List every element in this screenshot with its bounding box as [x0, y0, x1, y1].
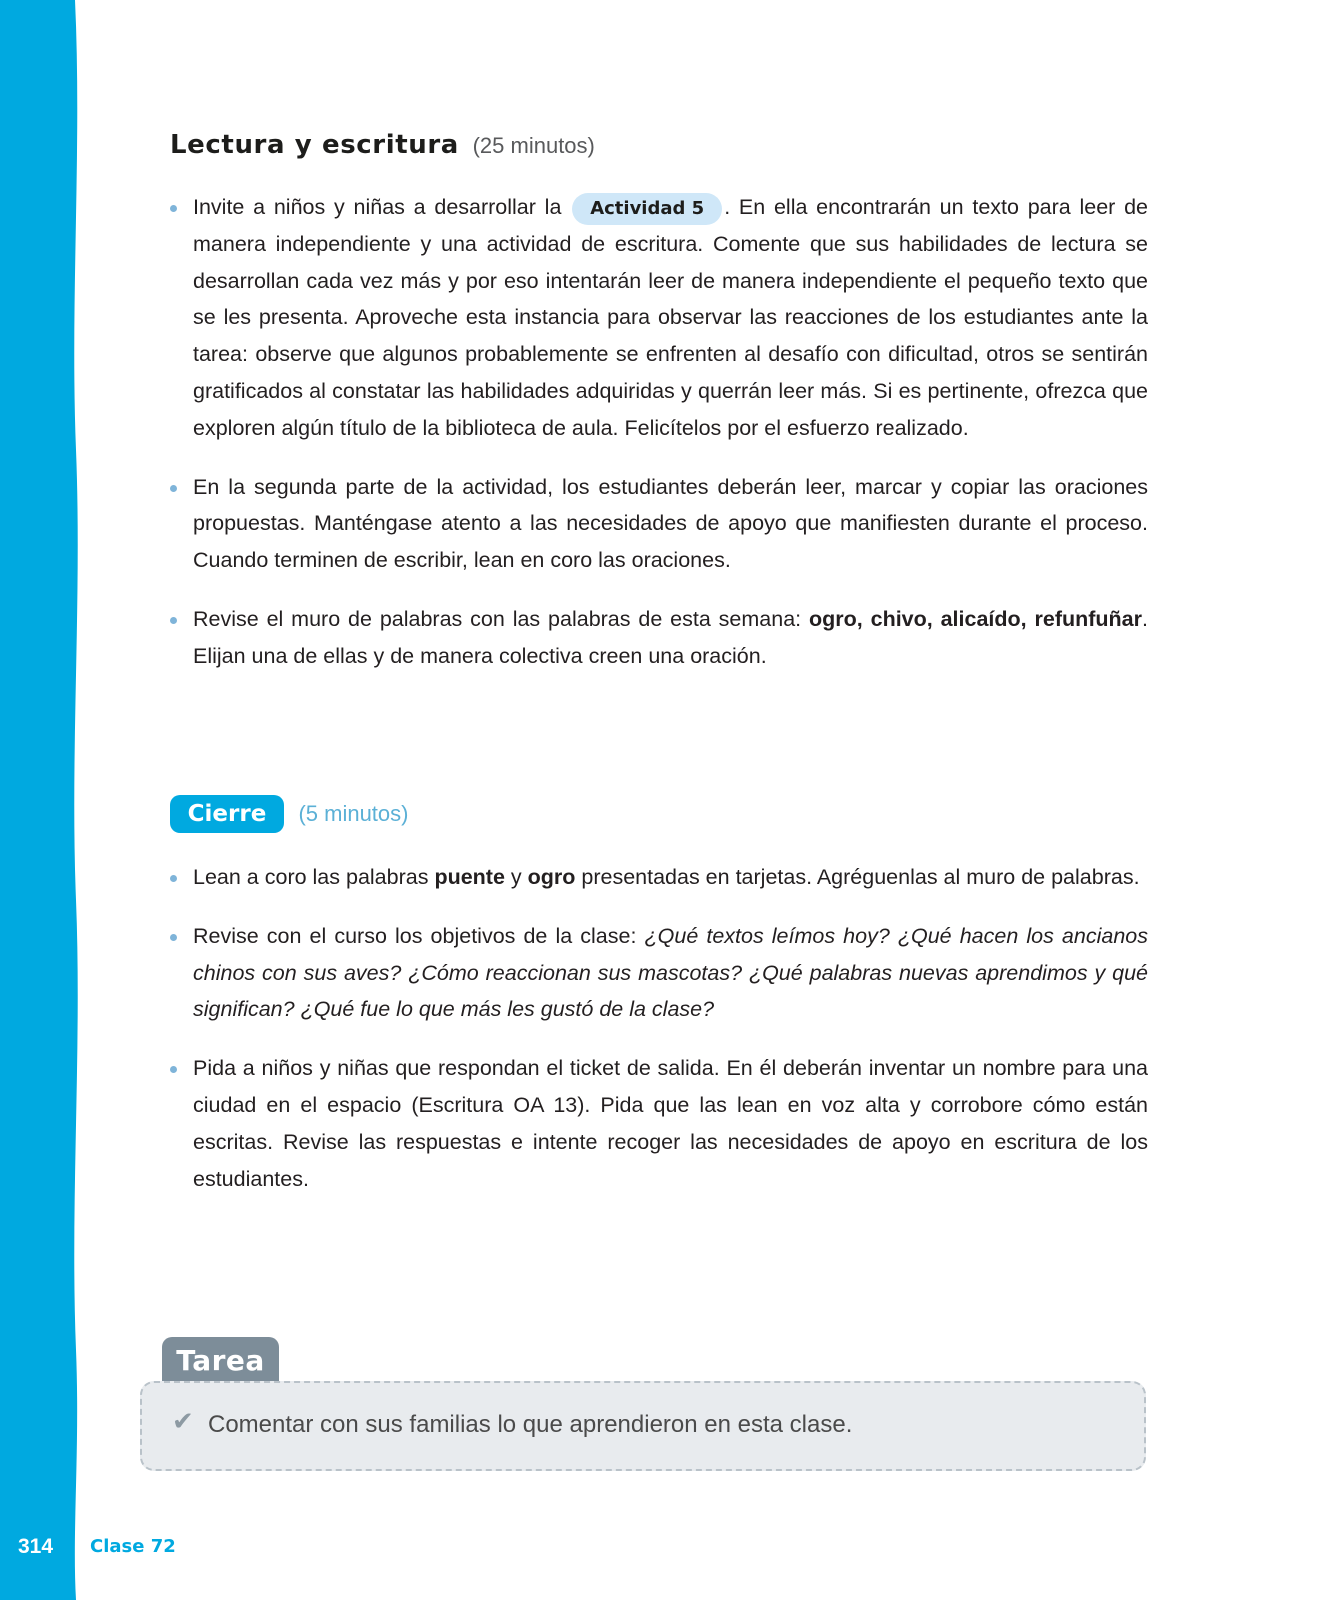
section-heading-cierre [170, 795, 409, 833]
class-label: Clase 72 [90, 1536, 176, 1557]
bullet-icon [170, 485, 177, 492]
tarea-tab: Tarea [162, 1337, 279, 1383]
section-heading-lectura [170, 130, 595, 160]
list-item: Invite a niños y niñas a desarrollar la Actividad 5 . En ella encontrarán un texto para leer de manera independiente y una actividad de escritura. Comente que sus habilidades de lectura se desarrollan cada vez más y por eso intentarán leer de manera independiente el pequeño texto que se les presenta. Aproveche esta instancia para observar las reacciones de los estudiantes ante la tarea: observe que algunos probablemente se enfrenten al desafío con dificultad, otros se sentirán gratificados al constatar las habilidades adquiridas y querrán leer más. Si es pertinente, ofrezca que exploren algún título de la biblioteca de aula. Felicítelos por el esfuerzo realizado. [168, 189, 1148, 447]
bullet-icon [170, 205, 177, 212]
checkmark-icon: ✔ [172, 1407, 194, 1437]
list-item: Pida a niños y niñas que respondan el ticket de salida. En él deberán inventar un nombre para una ciudad en el espacio (Escritura OA 13). Pida que las lean en voz alta y corrobore cómo están escritas. Revise las respuestas e intente recoger las necesidades de apoyo en escritura de los estudiantes. [168, 1050, 1148, 1197]
activity-badge: Actividad 5 [572, 193, 722, 225]
list-item: Lean a coro las palabras puente y ogro presentadas en tarjetas. Agréguenlas al muro de palabras. [168, 859, 1148, 896]
bullet-icon [170, 875, 177, 882]
list-item: En la segunda parte de la actividad, los estudiantes deberán leer, marcar y copiar las oraciones propuestas. Manténgase atento a las necesidades de apoyo que manifiesten durante el proceso. Cuando terminen de escribir, lean en coro las oraciones. [168, 469, 1148, 579]
bullet-icon [170, 617, 177, 624]
section-time: (25 minutos) [472, 133, 595, 158]
bullet-icon [170, 934, 177, 941]
cierre-badge: Cierre [170, 795, 284, 833]
list-item: Revise con el curso los objetivos de la clase: ¿Qué textos leímos hoy? ¿Qué hacen los ancianos chinos con sus aves? ¿Cómo reaccionan sus mascotas? ¿Qué palabras nuevas aprendimos y qué significan? ¿Qué fue lo que más les gustó de la clase? [168, 918, 1148, 1028]
tarea-text: Comentar con sus familias lo que aprendieron en esta clase. [208, 1411, 853, 1438]
tarea-box [140, 1381, 1146, 1471]
bullet-icon [170, 1066, 177, 1073]
list-item: Revise el muro de palabras con las palabras de esta semana: ogro, chivo, alicaído, refunfuñar. Elijan una de ellas y de manera colectiva creen una oración. [168, 601, 1148, 675]
cierre-section [168, 859, 1148, 1219]
side-color-band [0, 0, 110, 1600]
class-questions: ¿Qué textos leímos hoy? ¿Qué hacen los ancianos chinos con sus aves? ¿Cómo reaccionan sus mascotas? ¿Qué palabras nuevas aprendimos y qué significan? ¿Qué fue lo que más les gustó de la clase? [193, 923, 1148, 1022]
page-number: 314 [18, 1535, 54, 1558]
lectura-section [168, 189, 1148, 697]
section-title: Lectura y escritura [170, 130, 459, 160]
word-list: ogro, chivo, alicaído, refunfuñar [809, 606, 1143, 631]
section-time: (5 minutos) [298, 801, 409, 826]
